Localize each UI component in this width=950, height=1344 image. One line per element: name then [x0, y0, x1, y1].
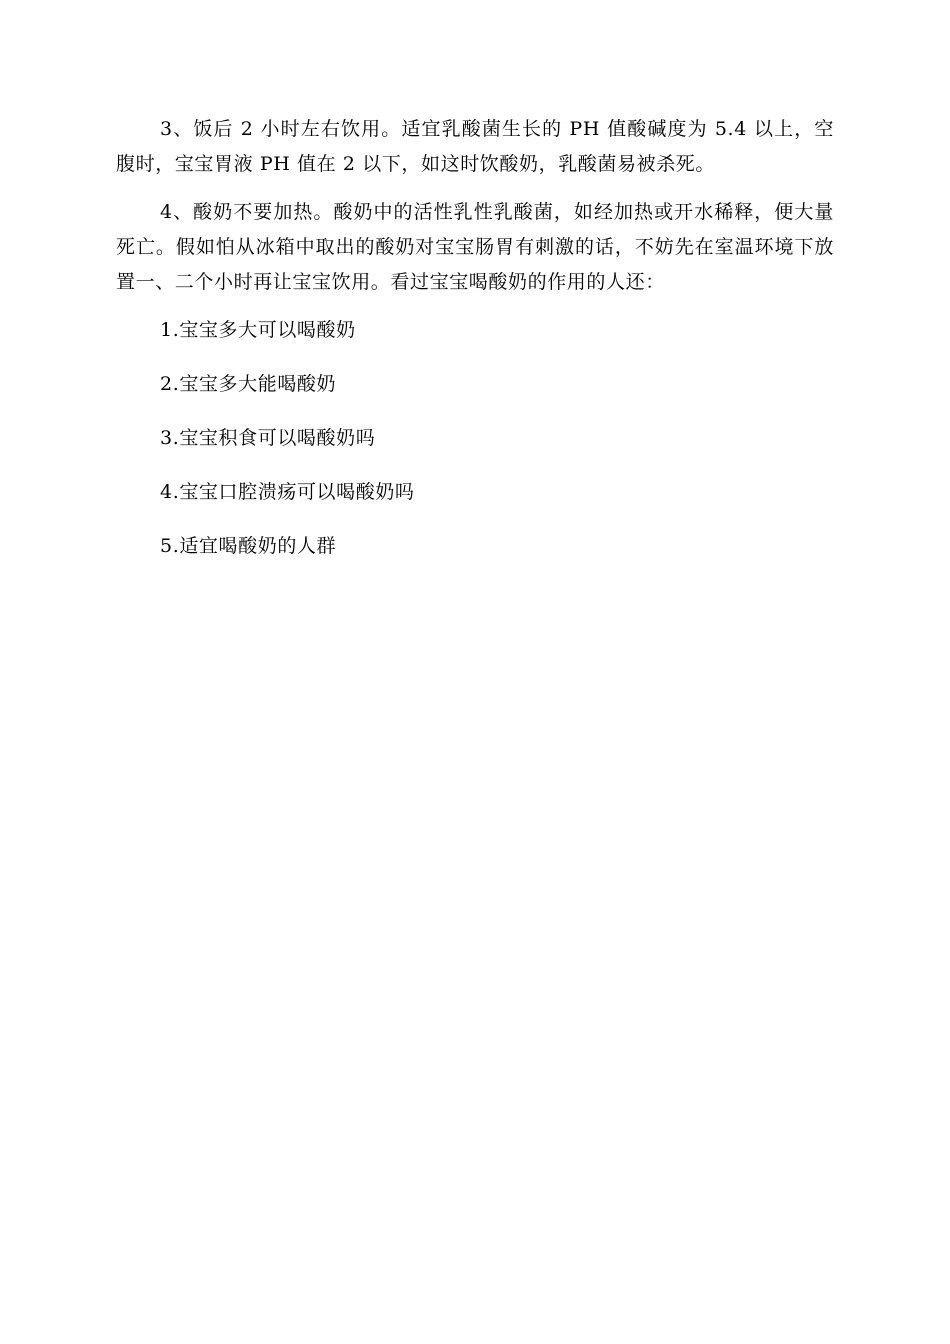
document-body — [116, 112, 834, 583]
list-item: 2.宝宝多大能喝酸奶 — [160, 373, 337, 395]
list-item: 5.适宜喝酸奶的人群 — [160, 535, 337, 557]
list-item: 3.宝宝积食可以喝酸奶吗 — [160, 427, 376, 449]
related-articles-list — [116, 313, 834, 583]
paragraph-after-meal: 3、饭后 2 小时左右饮用。适宜乳酸菌生长的 PH 值酸碱度为 5.4 以上，空腹时，宝宝胃液 PH 值在 2 以下，如这时饮酸奶，乳酸菌易被杀死。 — [116, 118, 834, 175]
list-item: 1.宝宝多大可以喝酸奶 — [160, 319, 356, 341]
paragraph-no-heating: 4、酸奶不要加热。酸奶中的活性乳性乳酸菌，如经加热或开水稀释，便大量死亡。假如怕从冰箱中取出的酸奶对宝宝肠胃有刺激的话，不妨先在室温环境下放置一、二个小时再让宝宝饮用。看过宝宝喝酸奶的作用的人还： — [116, 201, 834, 293]
list-item: 4.宝宝口腔溃疡可以喝酸奶吗 — [160, 481, 415, 503]
